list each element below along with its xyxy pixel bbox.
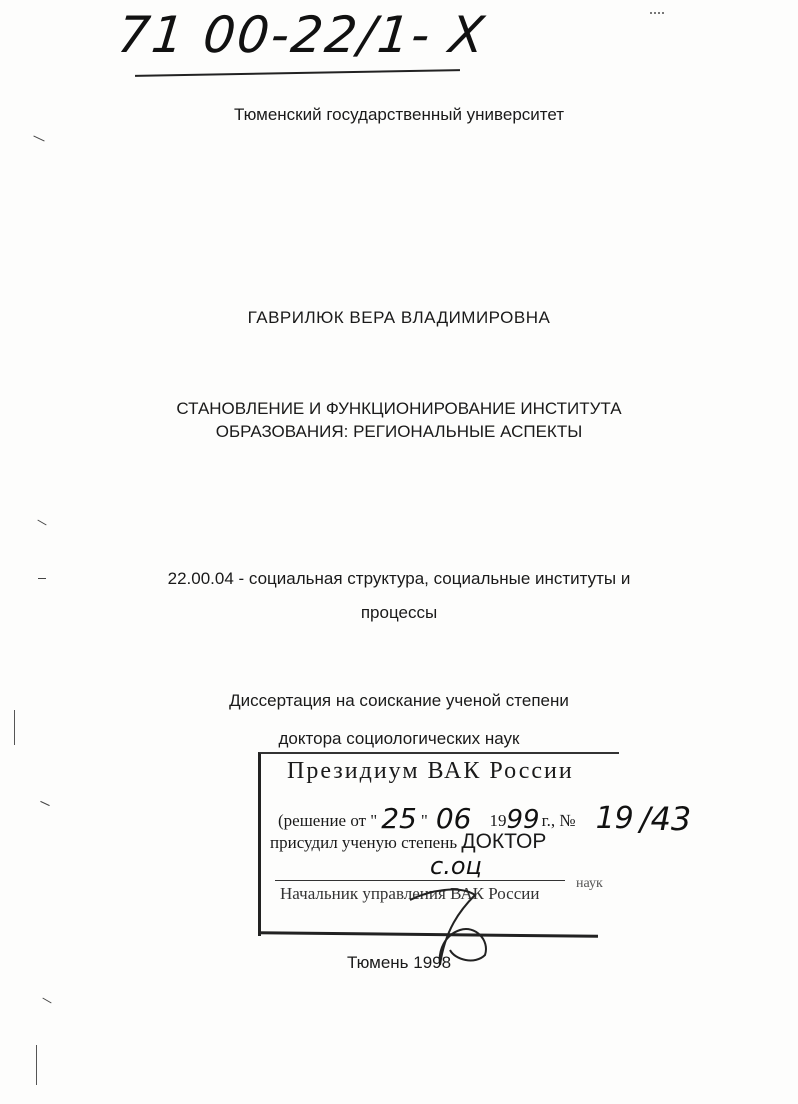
specialty-line-1: 22.00.04 - социальная структура, социальные институты и [167, 569, 631, 588]
scan-mark [36, 1045, 39, 1085]
stamp-year-prefix: 19 [489, 811, 507, 830]
stamp-decision-line [278, 796, 692, 838]
specialty-line-2: процессы [360, 603, 438, 622]
university-name: Тюменский государственный университет [233, 105, 565, 124]
stamp-number-suffix: /43 [639, 800, 692, 838]
author-name: ГАВРИЛЮК ВЕРА ВЛАДИМИРОВНА [247, 308, 551, 327]
scan-mark [37, 520, 46, 526]
degree-line-1: Диссертация на соискание ученой степени [229, 691, 569, 710]
scan-mark [40, 801, 49, 806]
scan-mark [650, 12, 664, 14]
scan-mark [42, 998, 51, 1004]
stamp-month: 06 [435, 802, 472, 835]
stamp-day: 25 [381, 802, 417, 835]
thesis-title-line-1: СТАНОВЛЕНИЕ И ФУНКЦИОНИРОВАНИЕ ИНСТИТУТА [176, 399, 622, 418]
thesis-title-line-2: ОБРАЗОВАНИЯ: РЕГИОНАЛЬНЫЕ АСПЕКТЫ [215, 422, 583, 441]
stamp-science-handwritten: с.оц [430, 852, 482, 880]
stamp-title: Президиум ВАК России [287, 758, 574, 784]
stamp-number-label: г., № [541, 811, 576, 830]
place-and-year: Тюмень 1998 [346, 953, 452, 972]
scan-mark [38, 578, 46, 579]
handwritten-catalog-code: 71 00-22/1- X [114, 6, 489, 64]
stamp-awarded-line [270, 830, 546, 854]
handwritten-underline [135, 69, 460, 77]
stamp-awarded-text: присудил ученую степень [270, 833, 458, 852]
degree-line-2: доктора социологических наук [278, 729, 520, 748]
scan-mark [33, 136, 44, 142]
stamp-degree-word: ДОКТОР [461, 830, 547, 853]
stamp-number: 19 [595, 801, 634, 836]
stamp-quote: " [420, 811, 428, 830]
stamp-decision-prefix: (решение от " [278, 811, 378, 830]
stamp-official-title: Начальник управления ВАК России [280, 884, 540, 903]
scan-mark [14, 710, 17, 745]
stamp-sciences-suffix: наук [576, 876, 603, 891]
stamp-year-suffix: 99 [506, 805, 540, 835]
